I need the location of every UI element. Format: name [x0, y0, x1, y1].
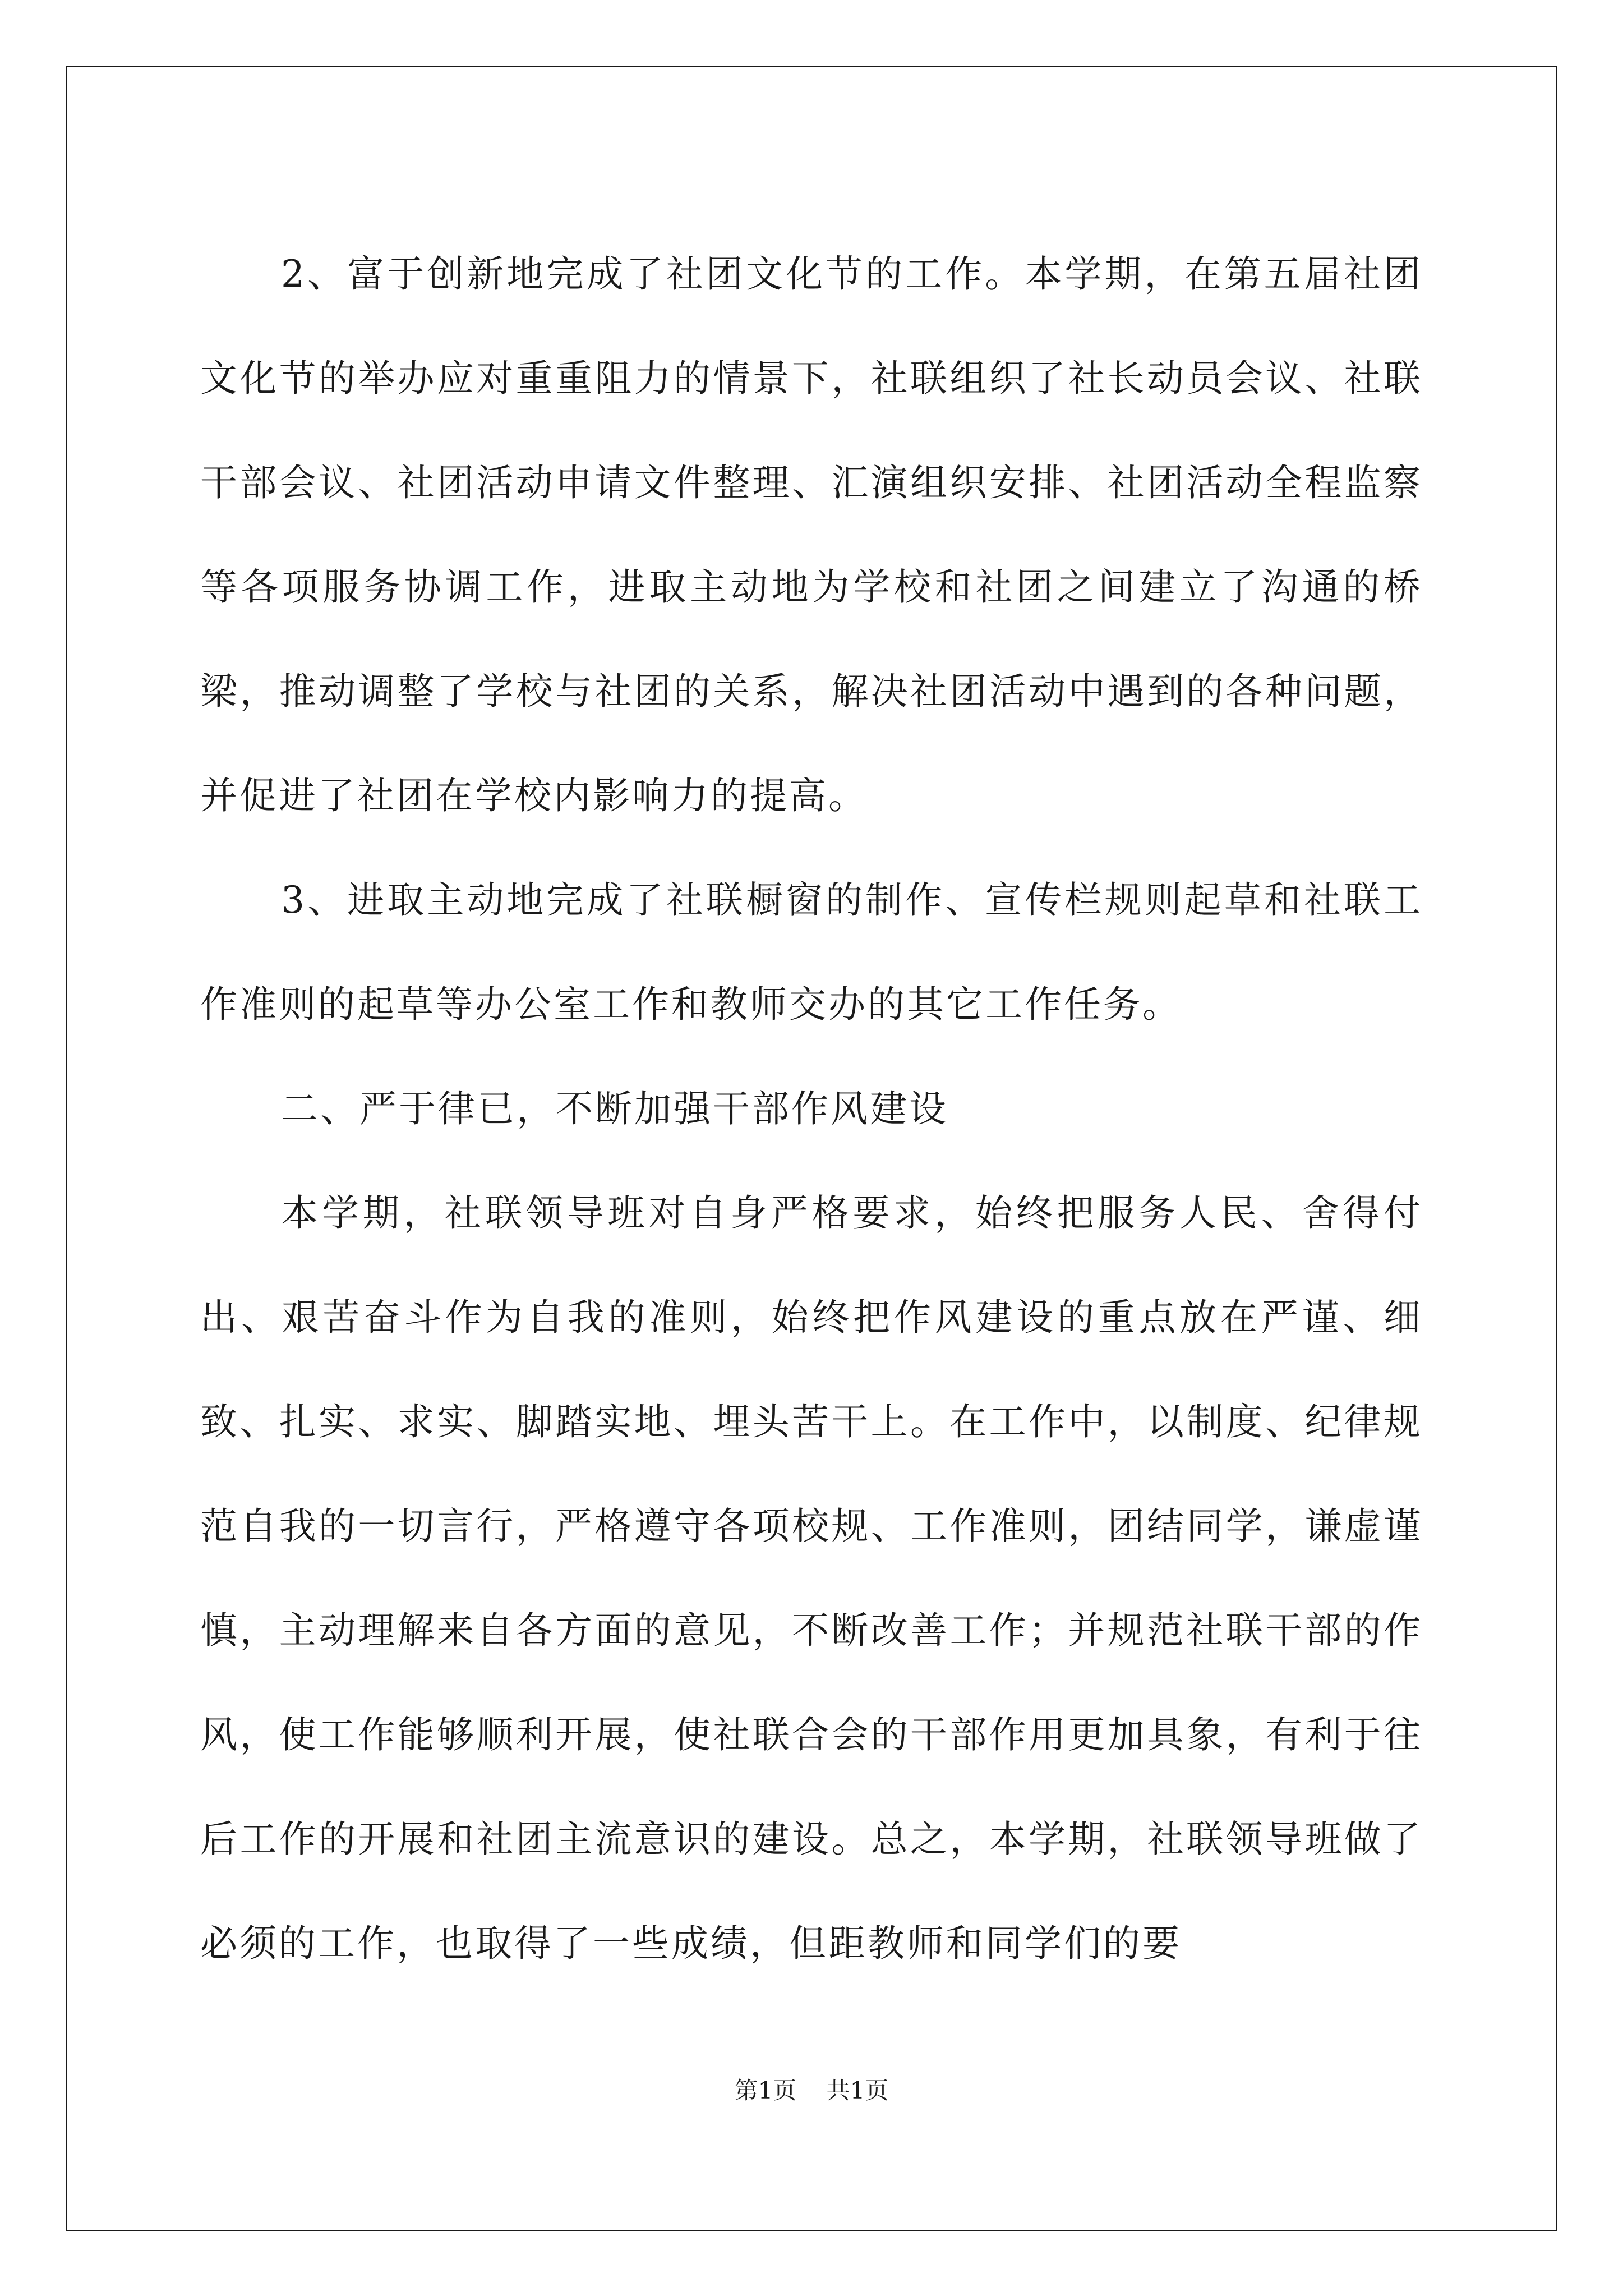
- document-body: [200, 222, 1423, 1996]
- paragraph-summary: 本学期，社联领导班对自身严格要求，始终把服务人民、舍得付出、艰苦奋斗作为自我的准则，始终把作风建设的重点放在严谨、细致、扎实、求实、脚踏实地、埋头苦干上。在工作中，以制度、纪律规范自我的一切言行，严格遵守各项校规、工作准则，团结同学，谦虚谨慎，主动理解来自各方面的意见，不断改善工作；并规范社联干部的作风，使工作能够顺利开展，使社联合会的干部作用更加具象，有利于往后工作的开展和社团主流意识的建设。总之，本学期，社联领导班做了必须的工作，也取得了一些成绩，但距教师和同学们的要: [200, 1191, 1423, 1965]
- paragraph-item-3: 3、进取主动地完成了社联橱窗的制作、宣传栏规则起草和社联工作准则的起草等办公室工作和教师交办的其它工作任务。: [200, 878, 1423, 1026]
- page-number-current: 第1页: [734, 2077, 797, 2104]
- page-number-total: 共1页: [826, 2077, 889, 2104]
- paragraph-item-2: 2、富于创新地完成了社团文化节的工作。本学期，在第五届社团文化节的举办应对重重阻力的情景下，社联组织了社长动员会议、社联干部会议、社团活动申请文件整理、汇演组织安排、社团活动全程监察等各项服务协调工作，进取主动地为学校和社团之间建立了沟通的桥梁，推动调整了学校与社团的关系，解决社团活动中遇到的各种问题，并促进了社团在学校内影响力的提高。: [200, 252, 1423, 817]
- page-footer: [0, 2074, 1623, 2108]
- section-heading: 二、严于律已，不断加强干部作风建设: [281, 1087, 948, 1130]
